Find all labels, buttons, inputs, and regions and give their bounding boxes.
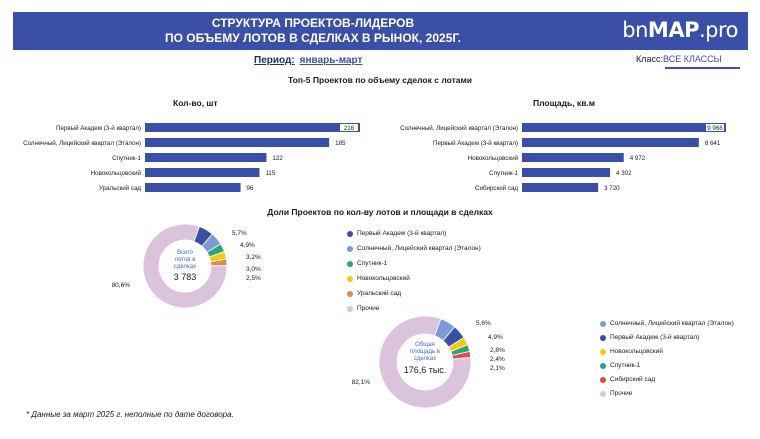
- count-category-label: Солнечный, Лицейский квартал (Эталон): [23, 140, 141, 147]
- donut-area-slice-label: 5,6%: [476, 320, 491, 327]
- donut-count-center-value: 3 783: [173, 272, 197, 282]
- period-value: январь-март: [299, 55, 363, 66]
- area-category-label: Первый Академ (3-й квартал): [433, 140, 518, 147]
- donut-area-slice-label: 2,4%: [490, 356, 505, 363]
- count-category-label: Спутник-1: [112, 155, 141, 162]
- period-filter: [254, 55, 362, 66]
- count-legend-swatch: [347, 276, 353, 282]
- area-legend-label: Прочие: [610, 390, 633, 397]
- area-category-label: Сибирский сад: [475, 185, 518, 192]
- area-legend-swatch: [600, 377, 606, 383]
- count-bar: [145, 168, 259, 177]
- area-category-label: Новокольцовский: [467, 155, 518, 162]
- count-value-label: 185: [335, 140, 346, 147]
- legend-count: [347, 228, 481, 318]
- count-category-label: Первый Академ (3-й квартал): [56, 125, 141, 132]
- bar-chart-count: [0, 115, 380, 195]
- area-legend-label: Первый Академ (3-й квартал): [610, 334, 700, 341]
- area-legend-label: Сибирский сад: [610, 376, 656, 383]
- header-banner: [13, 12, 748, 50]
- count-legend-label: Прочие: [357, 305, 380, 312]
- area-category-label: Солнечный, Лицейский квартал (Эталон): [400, 125, 518, 132]
- bar-chart-area-title: Площадь, кв.м: [533, 98, 596, 108]
- donut-count-slice-label: 3,0%: [246, 266, 261, 273]
- area-legend-label: Солнечный, Лицейский квартал (Эталон): [610, 320, 734, 327]
- area-value-label: 3 720: [604, 185, 620, 192]
- count-legend-item: [347, 258, 481, 269]
- logo-bold: MAP: [647, 18, 699, 42]
- area-legend-item: [600, 332, 734, 343]
- area-bar: [522, 168, 610, 177]
- title-line-1: СТРУКТУРА ПРОЕКТОВ-ЛИДЕРОВ: [211, 16, 415, 30]
- count-value-label: 122: [272, 155, 283, 162]
- count-legend-label: Первый Академ (3-й квартал): [357, 230, 447, 237]
- page-title: [13, 16, 613, 46]
- area-value-label: 8 641: [704, 140, 721, 147]
- area-category-label: Спутник-1: [489, 170, 518, 177]
- area-legend-item: [600, 374, 734, 385]
- area-legend-swatch: [600, 321, 606, 327]
- count-legend-swatch: [347, 246, 353, 252]
- footnote: * Данные за март 2025 г. неполные по дате договора.: [26, 410, 234, 419]
- donut-area-center-label: сделках: [413, 356, 437, 362]
- count-legend-item: [347, 228, 481, 239]
- shares-title: Доли Проектов по кол-ву лотов и площади в сделках: [267, 207, 493, 217]
- donut-count-slice-label: 2,5%: [246, 275, 261, 282]
- class-label: Класс:: [636, 54, 663, 64]
- class-underline: [665, 67, 740, 69]
- area-legend-item: [600, 318, 734, 329]
- count-value-label: 96: [246, 185, 254, 192]
- count-legend-swatch: [347, 231, 353, 237]
- count-value-label: 216: [343, 125, 355, 132]
- bnmap-logo: [622, 18, 738, 42]
- logo-post: .pro: [698, 18, 738, 42]
- area-value-label: 4 972: [629, 155, 646, 162]
- area-value-label: 4 302: [616, 170, 632, 177]
- count-legend-label: Солнечный, Лицейский квартал (Эталон): [357, 245, 481, 252]
- count-bar: [145, 123, 360, 132]
- area-legend-swatch: [600, 363, 606, 369]
- donut-count-slice-label: 4,9%: [240, 242, 255, 249]
- donut-count-slice-label: 5,7%: [232, 230, 247, 237]
- donut-count-center-label: сделках: [173, 264, 197, 270]
- count-legend-swatch: [347, 291, 353, 297]
- area-legend-label: Новокольцовский: [610, 348, 663, 355]
- period-label: Период:: [254, 55, 295, 66]
- count-bar: [145, 183, 241, 192]
- bar-chart-area: [380, 115, 760, 195]
- count-legend-swatch: [347, 261, 353, 267]
- area-legend-swatch: [600, 335, 606, 341]
- donut-count-slice-label: 80,6%: [111, 282, 130, 289]
- donut-area-center-label: Общая: [415, 342, 435, 348]
- donut-chart-count: [100, 220, 280, 310]
- area-legend-item: [600, 360, 734, 371]
- donut-area-center-value: 176,6 тыс.: [403, 365, 447, 375]
- donut-chart-area: [340, 310, 520, 410]
- donut-count-slice-label: 3,2%: [246, 254, 261, 261]
- count-category-label: Уральский сад: [99, 185, 141, 192]
- donut-area-slice-label: 2,8%: [490, 347, 505, 354]
- count-value-label: 115: [265, 170, 276, 177]
- count-legend-item: [347, 288, 481, 299]
- area-bar: [522, 123, 726, 132]
- area-legend-label: Спутник-1: [610, 362, 641, 369]
- legend-area: [600, 318, 734, 402]
- count-category-label: Новокольцовский: [90, 170, 141, 177]
- logo-pre: bn: [622, 18, 648, 42]
- class-filter: [636, 54, 722, 64]
- area-legend-item: [600, 388, 734, 399]
- title-line-2: ПО ОБЪЕМУ ЛОТОВ В СДЕЛКАХ В РЫНОК, 2025Г.: [164, 31, 462, 45]
- area-value-label: 9 968: [707, 125, 723, 132]
- area-legend-swatch: [600, 349, 606, 355]
- donut-area-center-label: площадь в: [410, 349, 440, 355]
- count-legend-label: Новокольцовский: [357, 275, 410, 282]
- donut-area-slice-label: 82,1%: [351, 379, 370, 386]
- area-bar: [522, 183, 598, 192]
- donut-count-center-label: Всего: [177, 250, 193, 256]
- class-value: ВСЕ КЛАССЫ: [663, 54, 722, 64]
- count-legend-item: [347, 273, 481, 284]
- donut-area-slice-label: 2,1%: [490, 365, 505, 372]
- top5-title: Топ-5 Проектов по объему сделок с лотами: [287, 75, 472, 85]
- count-bar: [145, 153, 266, 162]
- donut-count-center-label: лотов в: [174, 257, 196, 263]
- count-legend-item: [347, 243, 481, 254]
- bar-chart-count-title: Кол-во, шт: [173, 98, 218, 108]
- count-legend-label: Спутник-1: [357, 260, 388, 267]
- area-bar: [522, 138, 699, 147]
- count-bar: [145, 138, 329, 147]
- area-legend-item: [600, 346, 734, 357]
- area-bar: [522, 153, 624, 162]
- donut-area-slice-label: 4,9%: [488, 334, 503, 341]
- area-legend-swatch: [600, 391, 606, 397]
- count-legend-label: Уральский сад: [357, 290, 402, 297]
